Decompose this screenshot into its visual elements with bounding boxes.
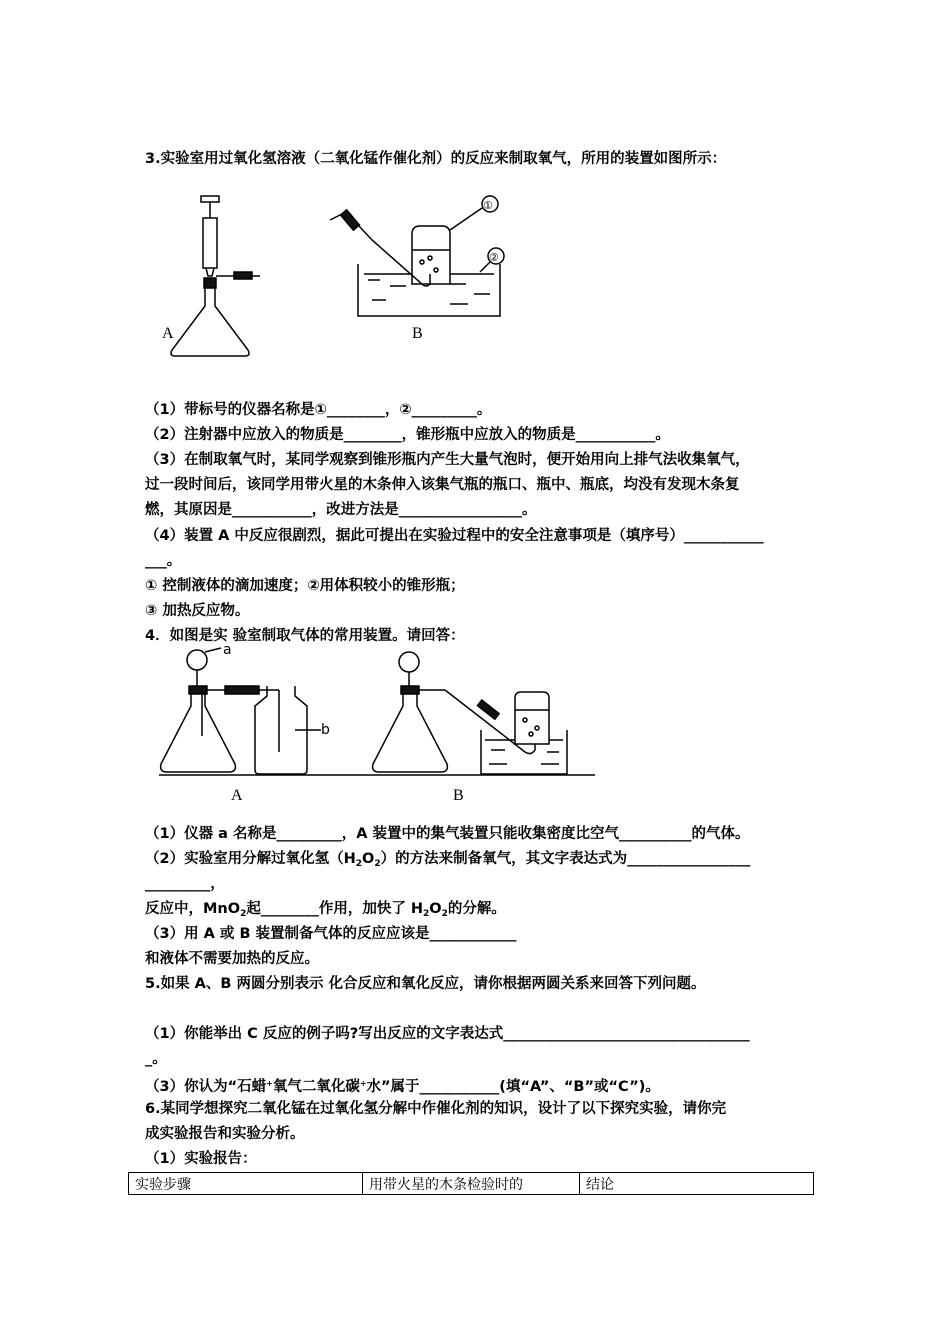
table-header-cell: 用带火星的木条检验时的 [363, 1173, 580, 1195]
q5-line-2: _。 [145, 1051, 167, 1067]
table-header-row [129, 1173, 814, 1195]
q3-line-7: ___。 [145, 553, 182, 569]
q5-line-3: （3）你认为“石蜡+氧气二氧化碳+水”属于___________(填“A”、“B”或“C”)。 [145, 1079, 660, 1095]
q4-line-6: 和液体不需要加热的反应。 [145, 951, 319, 967]
q5-title: 5.如果 A、B 两圆分别表示 化合反应和氧化反应，请你根据两圆关系来回答下列问题。 [145, 976, 706, 992]
q4-apparatus-figure [155, 640, 600, 810]
q3-title: 3.实验室用过氧化氢溶液（二氧化锰作催化剂）的反应来制取氧气，所用的装置如图所示： [145, 151, 727, 167]
q3-label-2: ② [489, 251, 499, 264]
q6-line-3: （1）实验报告： [145, 1151, 257, 1167]
q3-line-6: （4）装置 A 中反应很剧烈，据此可提出在实验过程中的安全注意事项是（填序号）___________ [145, 528, 764, 544]
q4-title: 4．如图是实 验室制取气体的常用装置。请回答： [145, 628, 465, 644]
table-header-cell: 实验步骤 [129, 1173, 363, 1195]
q6-line-1: 6.某同学想探究二氧化锰在过氧化氢分解中作催化剂的知识，设计了以下探究实验，请你完 [145, 1101, 727, 1117]
q3-label-a: A [162, 325, 174, 342]
q3-line-2: （2）注射器中应放入的物质是________，锥形瓶中应放入的物质是___________。 [145, 427, 670, 443]
q3-option-3: ③ 加热反应物。 [145, 603, 250, 619]
q4-line-2: （2）实验室用分解过氧化氢$(H_2O_2)$的方法来制备氧气，其文字表达式为_________________ [145, 851, 751, 869]
q3-line-4: 过一段时间后，该同学用带火星的木条伸入该集气瓶的瓶口、瓶中、瓶底，均没有发现木条复 [145, 477, 740, 493]
q4-label-instrument-a: a [223, 642, 232, 658]
q4-label-instrument-b: b [321, 722, 330, 738]
q4-label-a: A [231, 787, 243, 804]
q4-line-3: _________， [145, 876, 225, 892]
q4-line-1: （1）仪器 a 名称是_________，A 装置中的集气装置只能收集密度比空气__________的气体。 [145, 826, 750, 842]
q4-line-5: （3）用 A 或 B 装置制备气体的反应应该是____________ [145, 926, 517, 942]
q6-line-2: 成实验报告和实验分析。 [145, 1126, 305, 1142]
q3-line-1: （1）带标号的仪器名称是①________，②_________。 [145, 402, 492, 418]
q3-line-3: （3）在制取氧气时，某同学观察到锥形瓶内产生大量气泡时，便开始用向上排气法收集氧气， [145, 452, 750, 468]
q3-apparatus-figure [150, 188, 530, 388]
experiment-report-table [128, 1172, 814, 1195]
q3-label-b: B [412, 325, 423, 342]
table-header-cell: 结论 [580, 1173, 814, 1195]
q3-line-5: 燃，其原因是___________，改进方法是_________________。 [145, 502, 537, 518]
q3-option-1-2: ① 控制液体的滴加速度；②用体积较小的锥形瓶； [145, 578, 465, 594]
q4-label-b: B [453, 787, 464, 804]
q4-line-4: 反应中，MnO$_2$起________作用，加快了 $H_2O_2$的分解。 [145, 901, 506, 919]
q3-label-1: ① [483, 199, 493, 212]
q5-line-1: （1）你能举出 C 反应的例子吗?写出反应的文字表达式__________________________________ [145, 1026, 750, 1042]
